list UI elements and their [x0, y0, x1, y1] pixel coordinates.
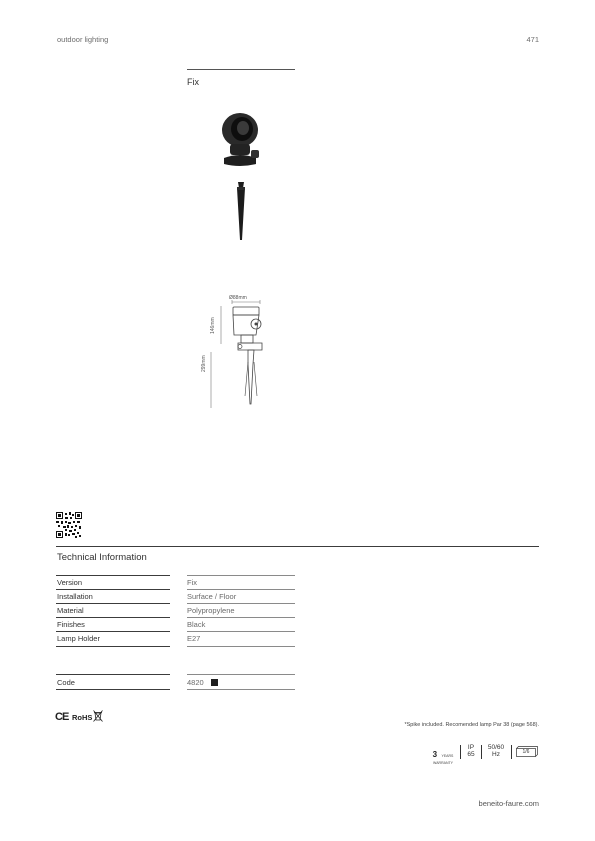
product-photo [212, 108, 272, 244]
section-rule [56, 546, 539, 547]
weee-bin-icon [93, 710, 103, 722]
dim-total-height: 299mm [201, 355, 207, 372]
spec-label-version: Version [57, 578, 83, 587]
class-badge [516, 746, 538, 757]
qr-code-icon[interactable] [56, 512, 82, 538]
spec-value-installation: Surface / Floor [187, 592, 237, 601]
badge-divider [481, 745, 482, 759]
frequency-badge [485, 744, 507, 758]
title-rule [187, 69, 295, 70]
dim-head-height: 146mm [210, 317, 216, 334]
product-name: Fix [187, 77, 199, 87]
website-link[interactable]: beneito-faure.com [478, 799, 539, 808]
class-label: 1/6 [522, 749, 530, 755]
badge-divider [460, 745, 461, 759]
technical-title: Technical Information [57, 552, 147, 563]
spec-value-version: Fix [187, 578, 197, 587]
spec-label-material: Material [57, 606, 84, 615]
spec-value-finishes: Black [187, 620, 206, 629]
spec-label-installation: Installation [57, 592, 93, 601]
dim-diameter: Ø88mm [229, 295, 247, 301]
ip-badge [465, 744, 477, 758]
code-value: 4820 [187, 678, 204, 687]
finish-swatch [211, 679, 218, 686]
frequency-value: 50/60 [487, 744, 505, 751]
spike-note: *Spike included. Recomended lamp Par 38 (page 568). [404, 722, 539, 728]
ip-label: IP [467, 744, 475, 751]
spec-label-finishes: Finishes [57, 620, 85, 629]
warranty-label: WARRANTY [433, 761, 453, 765]
code-label: Code [57, 678, 75, 687]
frequency-unit: Hz [492, 751, 500, 758]
warranty-years: YEARS [441, 754, 454, 758]
header-category: outdoor lighting [57, 35, 109, 44]
warranty-number: 3 [432, 750, 438, 759]
rohs-mark-icon: RoHS [72, 713, 93, 722]
technical-drawing [196, 292, 276, 412]
spec-label-lamp-holder: Lamp Holder [57, 634, 100, 643]
spec-value-material: Polypropylene [187, 606, 235, 615]
ip-value: 65 [467, 751, 475, 758]
ground-spike-icon [237, 182, 245, 240]
badge-divider [511, 745, 512, 759]
spec-value-lamp-holder: E27 [187, 634, 201, 643]
spotlight-head-icon [222, 113, 259, 166]
ce-mark-icon: CE [55, 711, 69, 723]
page-number: 471 [526, 35, 539, 44]
warranty-badge [430, 744, 456, 765]
